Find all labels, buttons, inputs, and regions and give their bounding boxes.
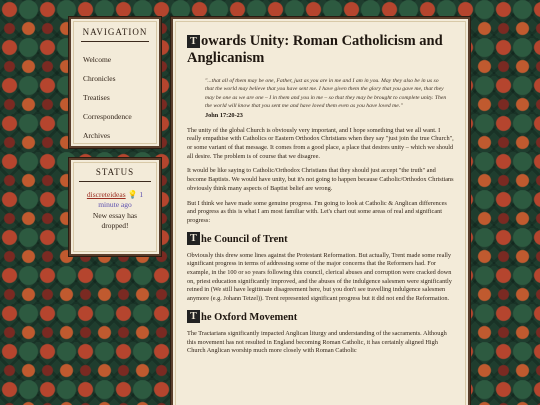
title-text: owards Unity: Roman Catholicism and Anglicanism [187,33,443,66]
nav-item-correspondence[interactable]: Correspondence [83,112,132,121]
nav-item-treatises[interactable]: Treatises [83,93,110,102]
section-heading-oxford-movement [187,310,456,324]
quote-citation: John 17:20-23 [205,111,243,119]
navigation-panel [69,17,161,148]
lightbulb-icon: 💡 [127,190,138,199]
article-paragraph: Obviously this drew some lines against the Protestant Reformation. But actually, Trent made some really significant progress in terms of addressing some of the major concerns that the Reformers had. For example, in the 100 or so years following this council, clerical abuses and corruption were cracked down on, priest education significantly improved, and the abuses of the indulgence salesmen were significantly reined in (We still have legitimate disagreement here, but you don't see travelling indulgence salesmen anymore (e.g. Johann Tetzel)). Trent represented significant progress but it did not end the Reformation. [187,251,452,303]
status-panel [69,158,161,256]
nav-item-archives[interactable]: Archives [83,131,111,140]
section-heading-text: he Council of Trent [201,233,288,245]
article-paragraph: The unity of the global Church is obviously very important, and I hope something that we all want. I really empathise with Catholics or Eastern Orthodox Christians when they say "just join the true Church", or some variant of that message. It comes from a good place, a place that desires unity – which we should all desire. The problem is of course that we disagree. [187,126,454,160]
section-heading-text: he Oxford Movement [201,311,298,323]
nav-item-welcome[interactable]: Welcome [83,55,112,64]
status-user-link[interactable]: discreteideas [86,190,126,199]
status-heading: STATUS [79,167,151,182]
navigation-heading: NAVIGATION [81,27,149,42]
article-panel [171,17,470,405]
article-paragraph: It would be like saying to Catholic/Orthodox Christians that they should just accept "the truth" and become Baptists. We would have unity, but it's not going to happen because Catholic/Orthodox Christians obviously think many aspects of Baptist belief are wrong. [187,167,454,192]
nav-item-chronicles[interactable]: Chronicles [83,74,116,83]
scripture-quote: "...that all of them may be one, Father, just as you are in me and I am in you. May they also be in us so that the world may believe that you have sent me. I have given them the glory that you gave me, that they may be one as we are one – I in them and you in me – so that they may be brought to complete unity. Then the world will know that you sent me and have loved them even as you have loved me." [205,78,447,110]
status-update [79,190,151,210]
article-paragraph: But I think we have made some genuine progress. I'm going to look at Catholic & Anglican differences and progress as this is what I am most familiar with. Let's chart out some areas of real and significant progress: [187,199,447,224]
section-heading-council-of-trent [187,232,456,246]
status-message: New essay has dropped! [92,211,138,230]
status-timestamp: 1 minute ago [98,190,144,209]
article-title [187,33,456,67]
article-paragraph: The Tractarians significantly impacted Anglican liturgy and understanding of the sacraments. Although this movement has not resulted in England becoming Roman Catholic, it has certainly aligned High Church Anglican worship much more closely with Roman Catholic [187,329,447,355]
title-drop-cap: T [187,35,200,48]
section-drop-cap: T [187,310,200,323]
navigation-list [81,50,149,145]
section-drop-cap: T [187,232,200,245]
